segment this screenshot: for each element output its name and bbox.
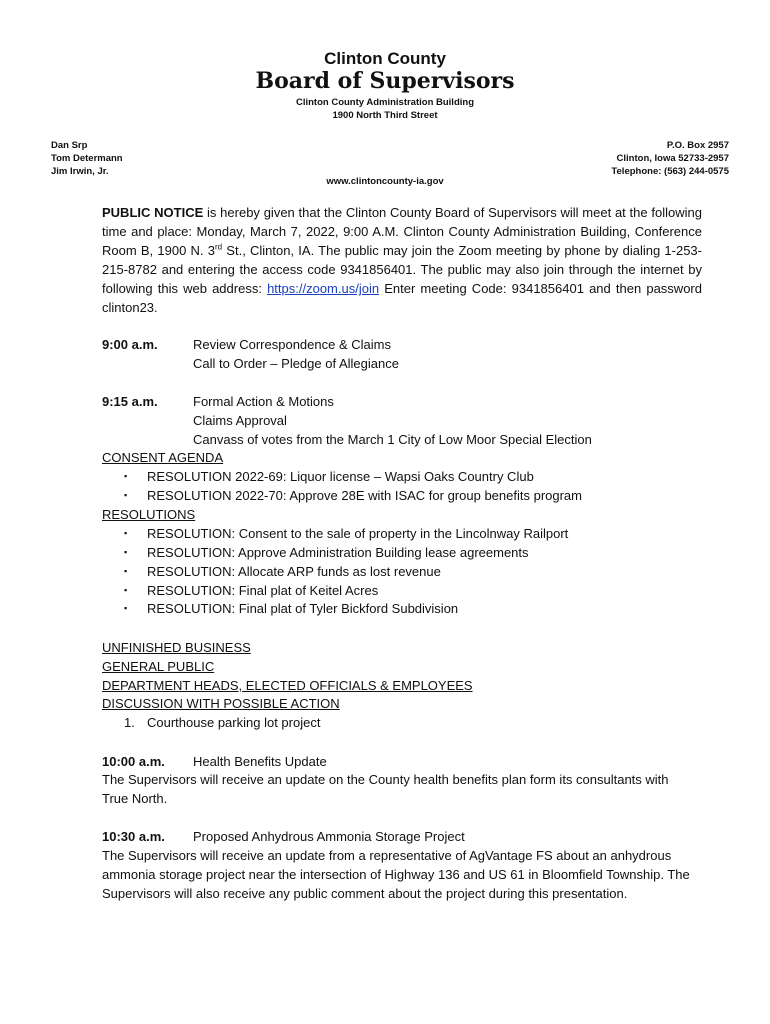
bullet: ▪ — [124, 585, 128, 595]
agenda-item-description: The Supervisors will receive an update on the County health benefits plan form its consultants with True North. — [102, 772, 669, 806]
po-box: P.O. Box 2957 — [666, 140, 729, 151]
consent-item: RESOLUTION 2022-69: Liquor license – Wapsi Oaks Country Club — [147, 469, 534, 484]
consent-agenda-heading: CONSENT AGENDA — [102, 450, 224, 465]
department-heads-heading: DEPARTMENT HEADS, ELECTED OFFICIALS & EMPLOYEES — [102, 678, 473, 693]
supervisor-list — [51, 139, 123, 178]
street-address: 1900 North Third Street — [332, 110, 438, 121]
supervisor-name: Dan Srp — [51, 140, 88, 151]
agenda-item: Review Correspondence & Claims — [193, 337, 391, 352]
building-name: Clinton County Administration Building — [295, 97, 474, 108]
agenda-item-title: Health Benefits Update — [193, 754, 327, 769]
bullet: ▪ — [124, 603, 128, 613]
resolution-item: RESOLUTION: Consent to the sale of property in the Lincolnway Railport — [147, 526, 569, 541]
contact-info — [611, 139, 729, 178]
bullet: ▪ — [124, 490, 128, 500]
website: www.clintoncounty-ia.gov — [326, 176, 444, 187]
bullet: ▪ — [124, 547, 128, 557]
agenda-item: Formal Action & Motions — [193, 394, 334, 409]
agenda-time-915: 9:15 a.m. — [102, 394, 158, 409]
discussion-heading: DISCUSSION WITH POSSIBLE ACTION — [102, 696, 340, 711]
agenda-time-1030: 10:30 a.m. — [102, 829, 165, 844]
agenda-time-900: 9:00 a.m. — [102, 337, 158, 352]
agenda-item: Call to Order – Pledge of Allegiance — [193, 356, 399, 371]
unfinished-business-heading: UNFINISHED BUSINESS — [102, 640, 251, 655]
discussion-item: Courthouse parking lot project — [147, 715, 321, 730]
public-notice: PUBLIC NOTICE is hereby given that the Clinton County Board of Supervisors will meet at the following time and place: Monday, March 7, 2022, 9:00 A.M. Clinton County Administration Building, Conference Room B, 1900 N. 3rd St., Clinton, IA. The public may join the Zoom meeting by phone by dialing 1-253-215-8782 and entering the access code 9341856401. The public may also join through the internet by following this web address: https://zoom.us/join Enter meeting Code: 9341856401 and then password clinton23. — [102, 205, 702, 315]
agenda-item: Claims Approval — [193, 413, 287, 428]
bullet: ▪ — [124, 471, 128, 481]
supervisor-name: Jim Irwin, Jr. — [51, 166, 109, 177]
resolution-item: RESOLUTION: Allocate ARP funds as lost revenue — [147, 564, 441, 579]
resolution-item: RESOLUTION: Approve Administration Building lease agreements — [147, 545, 529, 560]
notice-lead: PUBLIC NOTICE — [102, 205, 204, 220]
zoom-link[interactable]: https://zoom.us/join — [267, 281, 380, 296]
discussion-item-number: 1. — [124, 715, 135, 730]
consent-item: RESOLUTION 2022-70: Approve 28E with ISAC for group benefits program — [147, 488, 582, 503]
telephone: Telephone: (563) 244-0575 — [611, 166, 729, 177]
resolutions-heading: RESOLUTIONS — [102, 507, 196, 522]
resolution-item: RESOLUTION: Final plat of Keitel Acres — [147, 583, 379, 598]
agenda-item-description: The Supervisors will receive an update from a representative of AgVantage FS about an anhydrous ammonia storage project near the intersection of Highway 136 and US 61 in Bloomfield Township. The Supervisors will also receive any public comment about the project during this presentation. — [102, 848, 690, 901]
resolution-item: RESOLUTION: Final plat of Tyler Bickford Subdivision — [147, 601, 459, 616]
agenda-item: Canvass of votes from the March 1 City of Low Moor Special Election — [193, 432, 592, 447]
bullet: ▪ — [124, 528, 128, 538]
county-name: Clinton County — [324, 49, 446, 68]
general-public-heading: GENERAL PUBLIC — [102, 659, 215, 674]
city-zip: Clinton, Iowa 52733-2957 — [616, 153, 729, 164]
agenda-item-title: Proposed Anhydrous Ammonia Storage Project — [193, 829, 465, 844]
bullet: ▪ — [124, 566, 128, 576]
agenda-time-1000: 10:00 a.m. — [102, 754, 165, 769]
board-title: Board of Supervisors — [255, 68, 515, 94]
supervisor-name: Tom Determann — [51, 153, 123, 164]
